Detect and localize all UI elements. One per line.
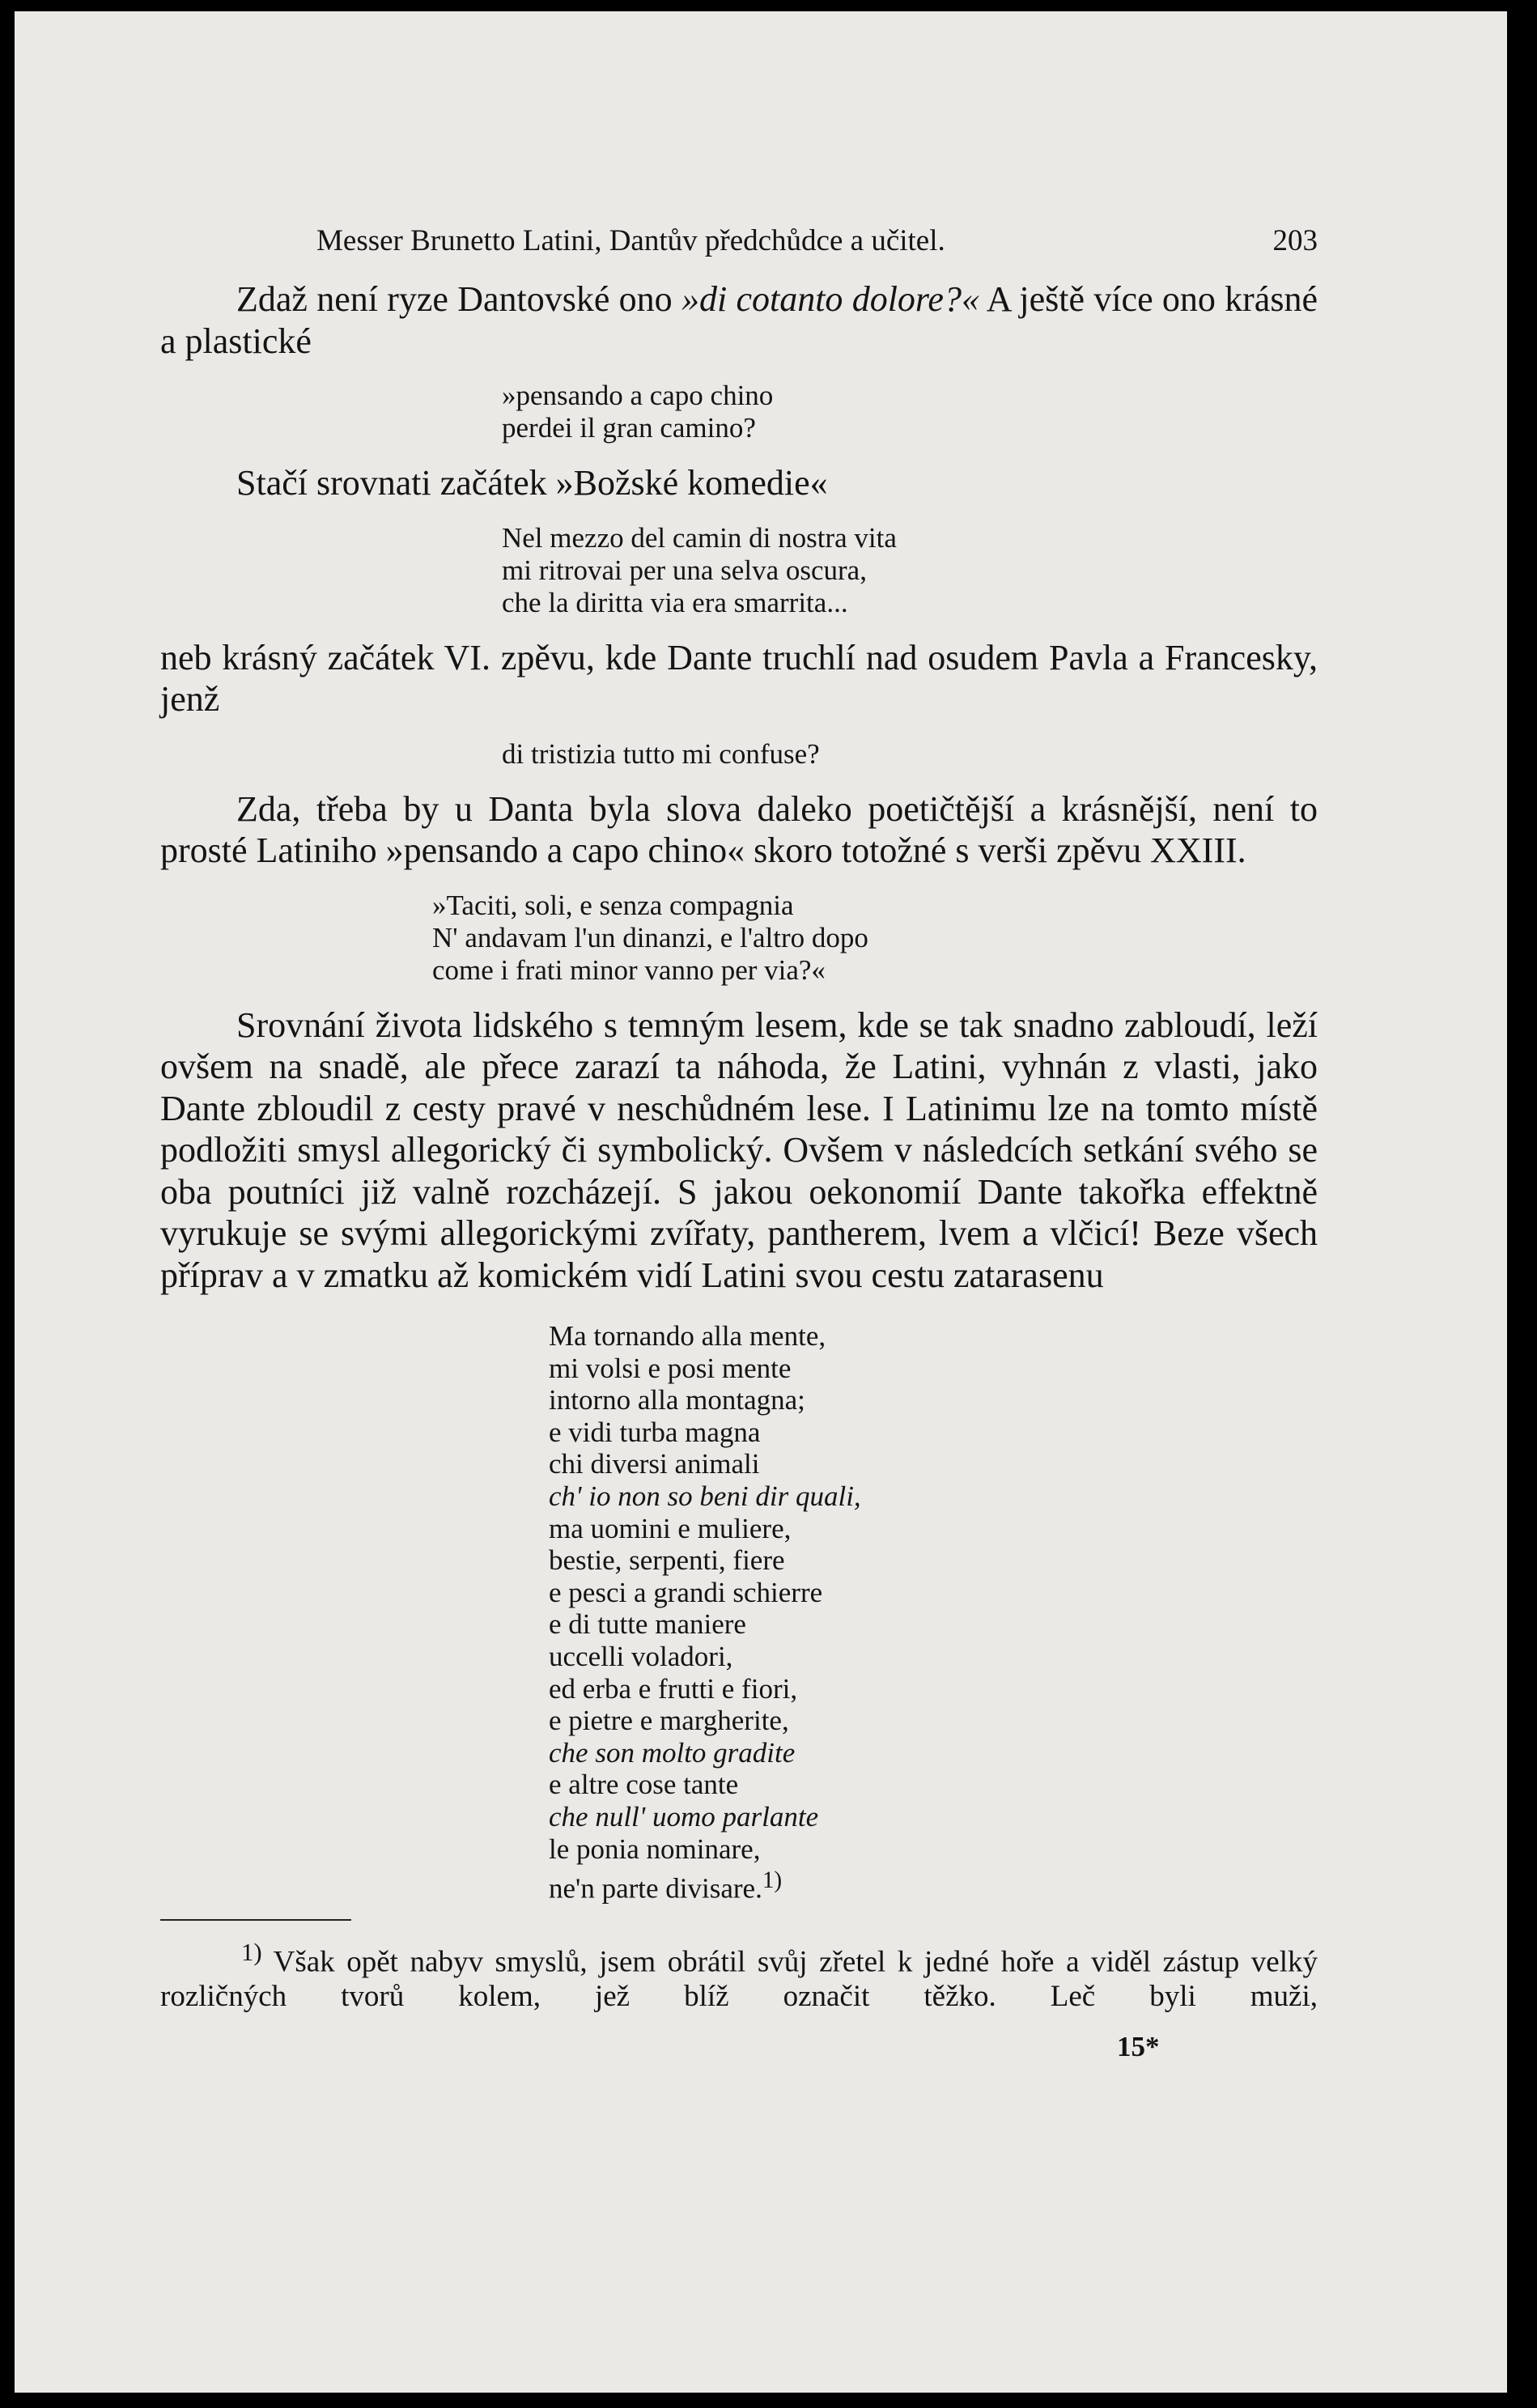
- quote-2-line: Nel mezzo del camin di nostra vita: [502, 521, 897, 554]
- page-content: [160, 223, 1318, 2064]
- paragraph-3: neb krásný začátek VI. zpěvu, kde Dante truchlí nad osudem Pavla a Francesky, jenž: [160, 637, 1318, 719]
- paragraph-1-tail: A ještě více ono krásné a plastické: [160, 279, 1318, 361]
- quote-3-line: di tristizia tutto mi confuse?: [502, 737, 820, 770]
- quote-1: [502, 380, 1318, 444]
- footnote-reference: 1): [762, 1867, 783, 1894]
- poem-line: uccelli voladori,: [549, 1640, 733, 1672]
- paragraph-2: Stačí srovnati začátek »Božské komedie«: [236, 463, 828, 503]
- poem-line: chi diversi animali: [549, 1448, 760, 1480]
- poem-line: che son molto gradite: [549, 1736, 796, 1769]
- quote-2-line: che la diritta via era smarrita...: [502, 586, 848, 618]
- poem-line: [549, 1865, 1318, 1905]
- quote-2: [502, 522, 1318, 619]
- quote-1-line: »pensando a capo chino: [502, 380, 774, 411]
- poem-line: e di tutte maniere: [549, 1608, 746, 1641]
- poem-line: ed erba e frutti e fiori,: [549, 1672, 798, 1705]
- poem-line: e vidi turba magna: [549, 1416, 761, 1448]
- quote-3: [502, 738, 1318, 771]
- running-header: [160, 223, 1318, 259]
- poem-line: e pietre e margherite,: [549, 1705, 789, 1737]
- poem-line: intorno alla montagna;: [549, 1384, 805, 1416]
- footnote-rule: [160, 1919, 351, 1921]
- poem-line: e altre cose tante: [549, 1769, 739, 1801]
- poem-line: ma uomini e muliere,: [549, 1512, 792, 1544]
- quote-4-line: »Taciti, soli, e senza compagnia: [432, 889, 794, 921]
- poem-line: e pesci a grandi schierre: [549, 1576, 823, 1608]
- quote-2-line: mi ritrovai per una selva oscura,: [502, 554, 867, 586]
- poem-line: che null' uomo parlante: [549, 1800, 819, 1833]
- footnote-text: Však opět nabyv smyslů, jsem obrátil svůj zřetel k jedné hoře a viděl zástup velký rozličných tvorů kolem, jež blíž označit těžko. Leč byli muži,: [160, 1945, 1318, 2013]
- paragraph-1-quote: »di cotanto dolore?«: [681, 279, 979, 319]
- poem-line: mi volsi e posi mente: [549, 1352, 792, 1384]
- paragraph-4: Zda, třeba by u Danta byla slova daleko poetičtější a krásnější, není to prosté Latiniho »pensando a capo chino« skoro totožné s verši zpěvu XXIII.: [160, 788, 1318, 870]
- paragraph-5: Srovnání života lidského s temným lesem, kde se tak snadno zabloudí, leží ovšem na snadě, ale přece zarazí ta náhoda, že Latini, vyhnán z vlasti, jako Dante zbloudil z cesty pravé v neschůdném lese. I Latinimu lze na tomto místě podložiti smysl allegorický či symbolický. Ovšem v následcích setkání svého se oba poutníci již valně rozcházejí. S jakou oekonomií Dante takořka effektně vyrukuje se svými allegorickými zvířaty, pantherem, lvem a vlčicí! Beze všech příprav a v zmatku až komickém vidí Latini svou cestu zatarasenu: [160, 1004, 1318, 1295]
- quote-4-line: N' andavam l'un dinanzi, e l'altro dopo: [432, 921, 868, 953]
- poem-line: ch' io non so beni dir quali,: [549, 1480, 861, 1512]
- paragraph-1: [160, 278, 1318, 362]
- footnote: [160, 1935, 1318, 2013]
- poem-last-line-text: ne'n parte divisare.: [549, 1872, 762, 1905]
- poem-line: bestie, serpenti, fiere: [549, 1544, 785, 1577]
- quote-4-line: come i frati minor vanno per via?«: [432, 953, 826, 986]
- paragraph-1-lead: Zdaž není ryze Dantovské ono: [236, 279, 681, 319]
- book-page: [15, 11, 1507, 2393]
- footnote-marker: 1): [241, 1939, 262, 1967]
- quote-1-line: perdei il gran camino?: [502, 412, 756, 444]
- poem-line: Ma tornando alla mente,: [549, 1320, 826, 1352]
- quote-4: [432, 890, 1318, 987]
- poem-quote: [549, 1320, 1318, 1905]
- poem-line: le ponia nominare,: [549, 1833, 761, 1865]
- page-number: 203: [1272, 224, 1318, 257]
- running-title: Messer Brunetto Latini, Dantův předchůdce a učitel.: [316, 224, 945, 257]
- signature-mark: 15*: [1117, 2030, 1160, 2062]
